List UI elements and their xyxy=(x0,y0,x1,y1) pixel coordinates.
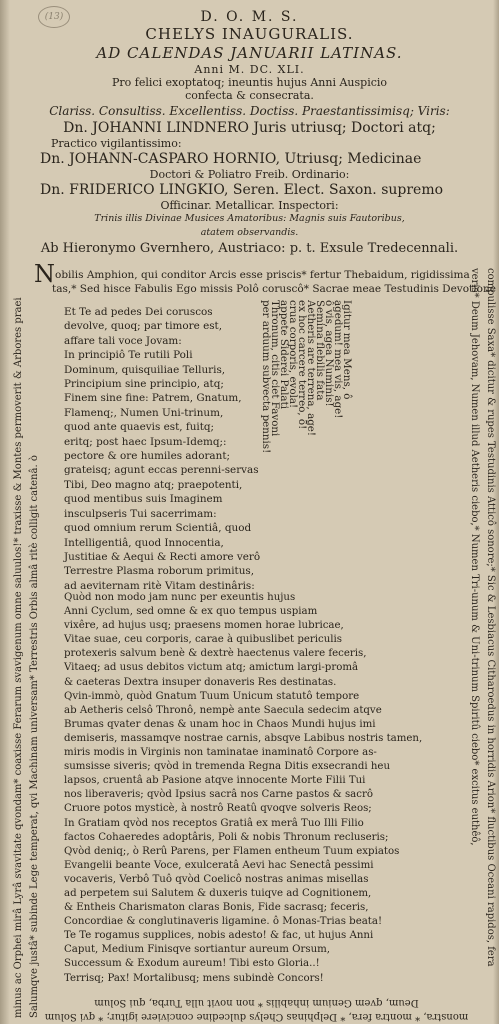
main-column-line: ad perpetem sui Salutem & duxeris tuiqve ad Cognitionem, xyxy=(64,887,372,899)
confecta-line: confecta & consecrata. xyxy=(185,89,314,102)
atatem-line: atatem observandis. xyxy=(200,227,299,238)
main-column-line: Caput, Medium Finisqve sortiantur aureum Orsum, xyxy=(64,944,331,956)
main-column-line: Brumas qvater denas & unam hoc in Chaos Mundi hujus imi xyxy=(64,718,376,730)
main-column-line: demiseris, massamqve nostrae carnis, absqve Labibus nostris tamen, xyxy=(64,732,423,744)
poem-line-text: agedum! mea vis, age! xyxy=(332,300,344,419)
left-column-line: quod ante quaevis est, fuitq; xyxy=(64,421,215,434)
page-subtitle: AD CALENDAS JANUARII LATINAS. xyxy=(96,44,403,62)
main-column-line: & caeteras Dextra insuper donaveris Res destinatas. xyxy=(64,676,337,688)
left-column-line: Principium sine principio, atq; xyxy=(64,378,224,391)
poem-line-text: ô vis, agea Numinis! xyxy=(323,300,335,407)
main-column-line: Cruore potos mysticè, à nostrô Reatû qvoqve solveris Reos; xyxy=(64,803,372,815)
poem-line-text: per arduum subvecta pennis! xyxy=(260,300,272,454)
dedicatee-3: Dn. FRIDERICO LINGKIO, Seren. Elect. Saxon. supremo xyxy=(40,182,444,198)
poem-line-text: ex hoc carcere terreo, ô! xyxy=(296,300,308,430)
poem-line-text: Thronum, citis ciet Favoni xyxy=(269,300,281,437)
main-column-line: & Entheis Charismaton claras Bonis, Fide sacrasq; feceris, xyxy=(64,902,369,914)
right-margin-text xyxy=(450,268,498,1023)
dedicatee-2: Dn. JOHANN-CASPARO HORNIO, Utriusq; Medicinae xyxy=(40,151,422,167)
poem-line-text: crua corporis, evola! xyxy=(287,300,299,409)
main-column-line: miris modis in Virginis non taminatae inaminatô Corpore as- xyxy=(64,747,377,759)
main-column-line: nos liberaveris; qvòd Ipsius sacrâ nos Carne pastos & sacrô xyxy=(64,789,373,801)
right-margin-line xyxy=(484,268,496,1023)
bottom-margin-line: monstra, * montra fera, * Delphinas Chelys dulcedine conciviere igitur; * qvi Solum xyxy=(44,1011,469,1022)
dedicatee-3-role: Officinar. Metallicar. Inspectori: xyxy=(160,199,339,212)
dedication-dom: D. O. M. S. xyxy=(200,9,299,25)
left-column-line: In principiô Te rutili Poli xyxy=(64,349,193,362)
left-column-line: Dominum, quisquiliae Telluris, xyxy=(64,363,226,376)
left-margin-line-text: minus ac Orphei mirâ Lyrâ svavitate qvondam* coaxisse Ferarum svavigenum omne saluulos!* traxisse & Montes permoverit & Arbores praei xyxy=(13,297,24,1018)
main-column-line: sumsisse siveris; qvòd in tremenda Regna Ditis exsecrandi heu xyxy=(64,761,391,773)
dedicatee-2-role: Doctori & Poliatro Freib. Ordinario: xyxy=(149,168,350,181)
left-column xyxy=(64,305,261,593)
main-column-line: Successum & Exodum aureum! Tibi esto Gloria..! xyxy=(64,958,320,970)
drop-cap: N xyxy=(34,260,55,288)
dedicatee-1-role: Practico vigilantissimo: xyxy=(51,137,182,150)
main-column-line: Vitaeq; ad usus debitos victum atq; amictum largi-promâ xyxy=(64,662,359,674)
poem-line-text: Igitur mea Mens, ô xyxy=(341,300,353,400)
main-column-line: Quòd non modo jam nunc per exeuntis hujus xyxy=(64,592,296,603)
main-column-line: In Gratiam qvòd nos receptos Gratiâ ex merâ Tuo Illi Filio xyxy=(64,817,364,829)
main-column-line: factos Cohaeredes adoptâris, Poli & nobis Thronum recluseris; xyxy=(64,831,389,843)
dedicatee-1: Dn. JOHANNI LINDNERO Juris utriusq; Doctori atq; xyxy=(63,120,436,136)
left-column-line: Et Te ad pedes Dei coruscos xyxy=(64,306,213,318)
main-column-line: vixêre, ad hujus usq; praesens momen horae lubricae, xyxy=(64,620,344,632)
author-line: Ab Hieronymo Gvernhero, Austriaco: p. t. Exsule Tredecennali. xyxy=(40,241,459,256)
clariss-line: Clariss. Consultiss. Excellentiss. Doctiss. Praestantissimisq; Viris: xyxy=(49,104,450,118)
year-line: Anni M. DC. XLI. xyxy=(194,63,305,76)
left-column-line: Tibi, Deo magno atq; praepotenti, xyxy=(64,478,243,491)
main-column-line: Qvòd deniq;, ò Rerû Parens, per Flamen entheum Tuum expiatos xyxy=(64,845,400,857)
archive-stamp: (13) xyxy=(38,6,70,28)
left-column-line: Intelligentiâ, quod Innocentia, xyxy=(64,536,224,549)
main-column-line: lapsos, cruentâ ab Pasione atqve innocente Morte Filii Tui xyxy=(64,775,366,787)
main-column-line: Concordiae & conglutinaveris ligamine. ô Monas-Trias beata! xyxy=(64,916,383,928)
main-column-line: ab Aetheris celsô Thronô, nempè ante Saecula sedecim atqve xyxy=(64,704,382,716)
left-column-line: quod omnium rerum Scientiâ, quod xyxy=(64,522,252,535)
intro-line-2: tas,* Sed hisce Fabulis Ego missis Polô coruscô* Sacrae meae Testudinis Devotione xyxy=(52,283,496,295)
left-margin-line-text: Salumqve justâ* subinde Lege temperat, qvi Machinam universam* Terrestris Orbis almâ ritè colligit catenâ. ò xyxy=(29,455,40,1018)
poem-line-text: appete Siderei Palati xyxy=(278,300,290,410)
left-column-line: Terrestre Plasma roborum primitus, xyxy=(64,565,255,578)
right-margin-line xyxy=(468,268,480,1023)
main-column-line: Qvin-immò, quòd Gnatum Tuum Unicum statutô tempore xyxy=(64,690,360,702)
main-column-line: protexeris salvum benè & dextrè haectenus valere feceris, xyxy=(64,648,367,660)
left-column-line: ad aeviternam ritè Vitam destinâris: xyxy=(64,579,255,592)
bottom-margin-text xyxy=(14,997,499,1024)
left-column-line: eritq; post haec Ipsum-Idemq;: xyxy=(64,435,227,448)
poem-line-text: Aetheris are terrena, age! xyxy=(305,300,317,437)
left-column-line: grateisq; agunt eccas perenni-servas xyxy=(64,464,259,477)
bottom-margin-line: Deum, qvem Genium inhabilis * non novit ulla Turba, qui Solum xyxy=(94,997,419,1008)
page-shadow-left xyxy=(0,0,10,1024)
left-column-line: Finem sine fine: Patrem, Gnatum, xyxy=(64,392,242,405)
main-column-line: Vitae suae, ceu corporis, carae à quibuslibet periculis xyxy=(64,634,343,646)
left-column-line: Flamenq;, Numen Uni-trinum, xyxy=(64,406,224,419)
poem-line-text: Semina flebilis fata xyxy=(314,300,326,401)
intro-line-1-text: obilis Amphion, qui conditor Arcis esse priscis* fertur Thebaidum, rigidissima xyxy=(55,269,470,281)
left-column-line: Justitiae & Aequi & Recti amore verô xyxy=(64,550,261,563)
left-column-line: pectore & ore humiles adorant; xyxy=(64,450,230,463)
left-column-line: devolve, quoq; par timore est, xyxy=(64,320,223,333)
main-column xyxy=(64,591,464,986)
main-column-line: Terrisq; Pax! Mortalibusq; mens subindè Concors! xyxy=(64,972,324,984)
left-column-line: quod mentibus suis Imaginem xyxy=(64,493,223,506)
poem-line xyxy=(261,300,271,580)
right-margin-line-text: compulisse Saxa* dicitur & rupes Testudinis Atticô sonore;* Sic & Lesbiacus Citharoedus in horridis Arion* fluctibus Oceani rapidos, fera xyxy=(485,268,496,967)
left-column-line: affare tali voce Jovam: xyxy=(64,334,182,347)
main-column-line: Anni Cyclum, sed omne & ex quo tempus uspiam xyxy=(64,606,318,618)
pro-line: Pro felici exoptatoq; ineuntis hujus Anni Auspicio xyxy=(111,76,388,89)
page-title: CHELYS INAUGURALIS. xyxy=(145,25,354,43)
trinis-line: Trinis illis Divinae Musices Amatoribus: Magnis suis Fautoribus, xyxy=(94,213,405,224)
main-column-line: Evangelii beante Voce, exulceratâ Aevi hac Senectâ pessimi xyxy=(64,859,374,871)
main-column-line: Te Te rogamus supplices, nobis adesto! & fac, ut hujus Anni xyxy=(64,930,374,942)
left-margin-text xyxy=(13,297,47,1018)
vertical-poem xyxy=(258,300,353,580)
left-column-line: insculpseris Tui sacerrimam: xyxy=(64,507,217,520)
right-margin-line-text: veris* Deum Jehovam, Numen illud Aetheris ciebo,* Numen Tri-unum & Uni-trinum Spiritû ciebo* excitus euthêô, xyxy=(469,268,480,846)
main-column-line: vocaveris, Verbô Tuô qvòd Coelicô nostras animas misellas xyxy=(64,873,369,885)
left-margin-line xyxy=(29,318,41,1018)
left-margin-line xyxy=(13,297,25,1018)
